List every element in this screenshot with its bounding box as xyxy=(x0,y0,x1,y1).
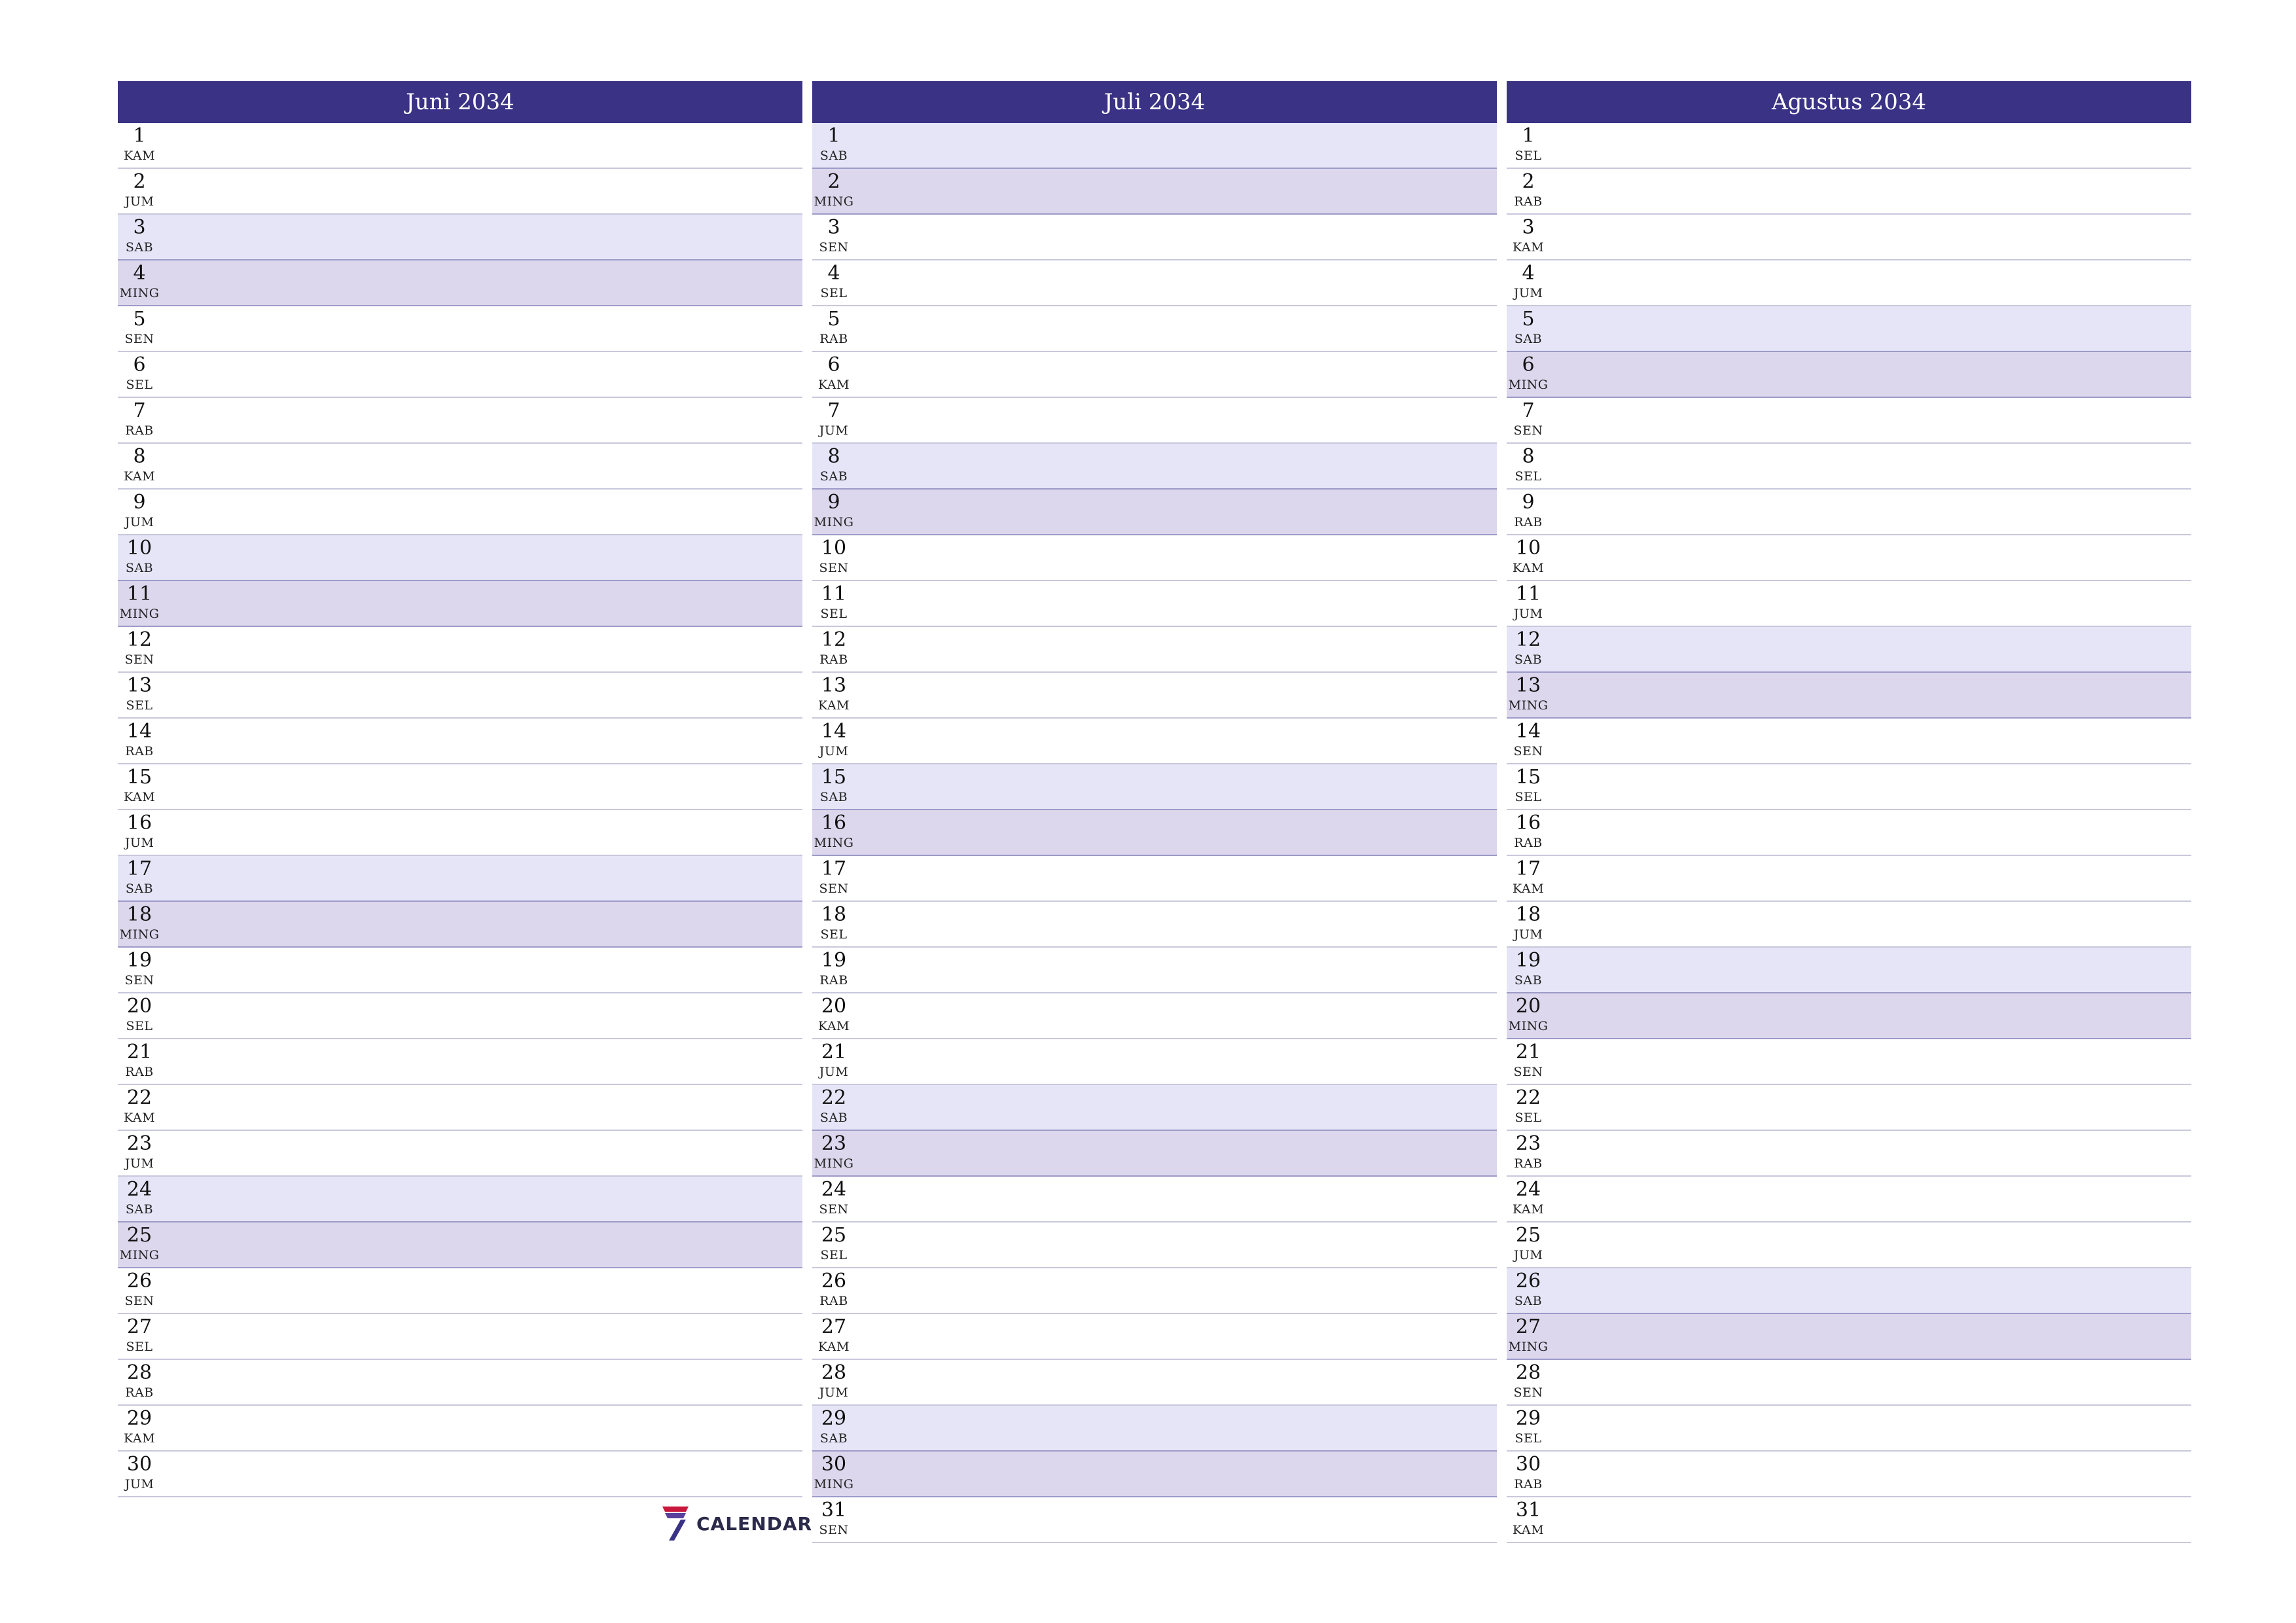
day-number: 27 xyxy=(821,1315,847,1338)
day-name: SAB xyxy=(819,1111,848,1125)
day-name: MING xyxy=(814,836,854,850)
day-row xyxy=(812,260,1497,306)
day-number: 9 xyxy=(133,491,146,514)
day-row xyxy=(1507,1452,2191,1497)
day-name: KAM xyxy=(123,1111,156,1125)
day-number: 6 xyxy=(827,353,840,376)
day-number: 7 xyxy=(133,399,146,422)
day-name: KAM xyxy=(123,790,156,804)
day-number: 5 xyxy=(827,308,840,330)
day-number: 17 xyxy=(126,857,152,880)
day-number: 18 xyxy=(126,903,152,926)
day-row xyxy=(1507,810,2191,856)
day-number: 16 xyxy=(821,812,847,834)
day-number: 14 xyxy=(821,720,847,743)
day-row xyxy=(118,719,802,764)
day-number: 21 xyxy=(821,1041,847,1063)
day-row xyxy=(1507,535,2191,581)
day-number: 12 xyxy=(821,628,847,651)
day-number: 5 xyxy=(133,308,146,330)
day-number: 28 xyxy=(1515,1361,1541,1384)
day-row xyxy=(1507,490,2191,535)
day-name: SAB xyxy=(125,1202,154,1217)
day-name: MING xyxy=(119,927,160,942)
day-row xyxy=(118,627,802,673)
day-number: 30 xyxy=(1515,1453,1541,1476)
day-number: 3 xyxy=(1522,216,1535,239)
day-name: SEL xyxy=(1515,790,1542,804)
day-row xyxy=(1507,260,2191,306)
day-row xyxy=(1507,1360,2191,1406)
day-row xyxy=(812,1360,1497,1406)
day-row xyxy=(1507,1497,2191,1543)
day-row xyxy=(118,764,802,810)
day-name: SAB xyxy=(1514,973,1543,988)
day-row xyxy=(1507,352,2191,398)
day-row xyxy=(1507,948,2191,993)
day-name: MING xyxy=(1508,378,1549,392)
day-row xyxy=(812,1497,1497,1543)
day-row xyxy=(118,444,802,490)
day-number: 29 xyxy=(821,1407,847,1430)
day-name: SEN xyxy=(819,1523,849,1537)
day-name: SEN xyxy=(1513,744,1543,758)
day-row xyxy=(1507,581,2191,627)
day-row xyxy=(1507,627,2191,673)
day-name: SEL xyxy=(1515,1111,1542,1125)
day-number: 22 xyxy=(1515,1086,1541,1109)
day-name: SEN xyxy=(1513,1065,1543,1079)
day-row xyxy=(812,1222,1497,1268)
day-name: RAB xyxy=(125,423,154,438)
day-number: 24 xyxy=(821,1178,847,1201)
day-name: SAB xyxy=(125,561,154,575)
day-row xyxy=(812,719,1497,764)
day-row xyxy=(812,902,1497,948)
day-name: MING xyxy=(119,286,160,300)
day-row xyxy=(118,1452,802,1497)
month-june xyxy=(118,81,802,1497)
day-row xyxy=(118,810,802,856)
day-number: 26 xyxy=(1515,1270,1541,1293)
day-number: 22 xyxy=(126,1086,152,1109)
day-row xyxy=(812,490,1497,535)
day-row xyxy=(812,1039,1497,1085)
day-row xyxy=(118,1268,802,1314)
day-name: SEL xyxy=(820,927,848,942)
day-number: 1 xyxy=(1522,124,1535,147)
day-name: KAM xyxy=(1512,882,1545,896)
day-number: 20 xyxy=(126,995,152,1018)
day-name: SEL xyxy=(1515,469,1542,484)
day-name: SEN xyxy=(124,973,154,988)
day-name: JUM xyxy=(124,194,154,209)
day-name: RAB xyxy=(1514,515,1543,529)
day-name: SEL xyxy=(1515,1431,1542,1446)
day-row xyxy=(1507,306,2191,352)
day-name: SAB xyxy=(125,240,154,255)
day-name: SEN xyxy=(819,882,849,896)
day-name: SEN xyxy=(819,1202,849,1217)
day-row xyxy=(1507,673,2191,719)
day-row xyxy=(118,1131,802,1177)
day-row xyxy=(1507,1039,2191,1085)
day-name: SEL xyxy=(126,1019,153,1033)
day-number: 18 xyxy=(821,903,847,926)
day-name: JUM xyxy=(124,836,154,850)
day-name: RAB xyxy=(1514,1477,1543,1491)
day-row xyxy=(812,1177,1497,1222)
day-number: 29 xyxy=(126,1407,152,1430)
day-row xyxy=(1507,169,2191,215)
day-name: SEL xyxy=(126,698,153,713)
day-list xyxy=(812,123,1497,1543)
day-row xyxy=(1507,719,2191,764)
day-row xyxy=(118,123,802,169)
day-name: RAB xyxy=(125,1385,154,1400)
day-name: RAB xyxy=(819,652,848,667)
day-row xyxy=(812,1268,1497,1314)
month-title: Juni 2034 xyxy=(118,81,802,123)
day-name: KAM xyxy=(817,1019,850,1033)
day-number: 12 xyxy=(1515,628,1541,651)
day-name: KAM xyxy=(1512,561,1545,575)
day-name: MING xyxy=(1508,1340,1549,1354)
day-number: 11 xyxy=(821,582,847,605)
day-row xyxy=(812,627,1497,673)
day-name: RAB xyxy=(1514,836,1543,850)
day-name: KAM xyxy=(1512,240,1545,255)
day-number: 26 xyxy=(126,1270,152,1293)
month-title: Juli 2034 xyxy=(812,81,1497,123)
day-row xyxy=(812,123,1497,169)
day-number: 21 xyxy=(126,1041,152,1063)
day-name: MING xyxy=(814,1477,854,1491)
day-row xyxy=(1507,993,2191,1039)
day-number: 25 xyxy=(126,1224,152,1247)
day-number: 21 xyxy=(1515,1041,1541,1063)
day-name: MING xyxy=(1508,698,1549,713)
day-number: 3 xyxy=(827,216,840,239)
day-number: 15 xyxy=(1515,766,1541,789)
day-name: JUM xyxy=(819,1385,849,1400)
day-name: KAM xyxy=(123,1431,156,1446)
day-number: 9 xyxy=(827,491,840,514)
day-name: JUM xyxy=(1513,607,1543,621)
day-row xyxy=(812,352,1497,398)
day-name: RAB xyxy=(819,1294,848,1308)
day-row xyxy=(1507,856,2191,902)
day-name: MING xyxy=(1508,1019,1549,1033)
day-number: 5 xyxy=(1522,308,1535,330)
day-name: RAB xyxy=(125,744,154,758)
day-number: 1 xyxy=(133,124,146,147)
day-row xyxy=(118,948,802,993)
day-row xyxy=(118,1406,802,1452)
day-row xyxy=(812,673,1497,719)
day-row xyxy=(118,1360,802,1406)
day-number: 9 xyxy=(1522,491,1535,514)
day-name: KAM xyxy=(817,378,850,392)
day-name: KAM xyxy=(817,698,850,713)
day-number: 23 xyxy=(821,1132,847,1155)
day-row xyxy=(118,1177,802,1222)
day-number: 10 xyxy=(821,537,847,560)
day-row xyxy=(1507,1131,2191,1177)
day-number: 13 xyxy=(821,674,847,697)
day-row xyxy=(812,764,1497,810)
day-row xyxy=(812,306,1497,352)
day-row xyxy=(812,215,1497,260)
day-number: 13 xyxy=(1515,674,1541,697)
day-list xyxy=(1507,123,2191,1543)
day-row xyxy=(1507,1314,2191,1360)
day-name: SEL xyxy=(820,286,848,300)
day-row xyxy=(118,856,802,902)
day-row xyxy=(118,673,802,719)
day-name: JUM xyxy=(1513,927,1543,942)
day-number: 1 xyxy=(827,124,840,147)
day-number: 29 xyxy=(1515,1407,1541,1430)
day-name: RAB xyxy=(1514,194,1543,209)
day-row xyxy=(812,1131,1497,1177)
day-name: JUM xyxy=(124,1477,154,1491)
day-number: 15 xyxy=(126,766,152,789)
day-name: JUM xyxy=(819,1065,849,1079)
day-number: 16 xyxy=(126,812,152,834)
day-number: 14 xyxy=(1515,720,1541,743)
day-name: SAB xyxy=(125,882,154,896)
day-name: JUM xyxy=(819,423,849,438)
day-name: RAB xyxy=(125,1065,154,1079)
day-number: 20 xyxy=(821,995,847,1018)
day-row xyxy=(812,581,1497,627)
day-number: 4 xyxy=(827,262,840,285)
day-number: 11 xyxy=(1515,582,1541,605)
day-name: SEN xyxy=(124,652,154,667)
day-row xyxy=(118,215,802,260)
day-number: 2 xyxy=(1522,170,1535,193)
day-row xyxy=(1507,398,2191,444)
day-number: 6 xyxy=(1522,353,1535,376)
day-name: SEL xyxy=(820,607,848,621)
day-list xyxy=(118,123,802,1497)
day-name: RAB xyxy=(819,973,848,988)
day-name: SAB xyxy=(819,1431,848,1446)
day-row xyxy=(118,169,802,215)
day-row xyxy=(812,169,1497,215)
day-number: 19 xyxy=(1515,949,1541,972)
day-row xyxy=(1507,1085,2191,1131)
day-number: 6 xyxy=(133,353,146,376)
day-name: JUM xyxy=(1513,1248,1543,1262)
day-number: 10 xyxy=(1515,537,1541,560)
day-row xyxy=(1507,1406,2191,1452)
day-name: SAB xyxy=(819,469,848,484)
day-row xyxy=(812,856,1497,902)
day-name: SEN xyxy=(1513,1385,1543,1400)
day-row xyxy=(812,1314,1497,1360)
day-row xyxy=(1507,123,2191,169)
day-number: 19 xyxy=(126,949,152,972)
day-number: 30 xyxy=(126,1453,152,1476)
day-number: 8 xyxy=(133,445,146,468)
day-number: 31 xyxy=(1515,1499,1541,1522)
day-number: 15 xyxy=(821,766,847,789)
day-row xyxy=(118,993,802,1039)
day-name: JUM xyxy=(124,1156,154,1171)
day-number: 28 xyxy=(821,1361,847,1384)
day-number: 24 xyxy=(1515,1178,1541,1201)
day-row xyxy=(812,948,1497,993)
day-number: 8 xyxy=(827,445,840,468)
seven-logo-icon xyxy=(661,1505,690,1542)
day-row xyxy=(1507,764,2191,810)
day-name: SEL xyxy=(126,378,153,392)
day-row xyxy=(1507,1177,2191,1222)
day-row xyxy=(118,902,802,948)
day-number: 7 xyxy=(1522,399,1535,422)
day-name: KAM xyxy=(123,149,156,163)
day-name: SEN xyxy=(819,240,849,255)
day-number: 12 xyxy=(126,628,152,651)
day-row xyxy=(1507,444,2191,490)
day-name: MING xyxy=(814,515,854,529)
day-number: 4 xyxy=(1522,262,1535,285)
day-number: 2 xyxy=(133,170,146,193)
day-row xyxy=(118,1314,802,1360)
day-number: 10 xyxy=(126,537,152,560)
day-number: 27 xyxy=(126,1315,152,1338)
day-name: RAB xyxy=(1514,1156,1543,1171)
day-name: KAM xyxy=(123,469,156,484)
day-name: SAB xyxy=(1514,332,1543,346)
day-row xyxy=(812,1452,1497,1497)
day-number: 14 xyxy=(126,720,152,743)
day-number: 22 xyxy=(821,1086,847,1109)
day-name: KAM xyxy=(817,1340,850,1354)
day-row xyxy=(118,535,802,581)
day-number: 17 xyxy=(1515,857,1541,880)
day-name: SEL xyxy=(1515,149,1542,163)
day-number: 4 xyxy=(133,262,146,285)
day-number: 8 xyxy=(1522,445,1535,468)
day-name: MING xyxy=(119,1248,160,1262)
day-name: MING xyxy=(814,1156,854,1171)
day-row xyxy=(118,1085,802,1131)
day-number: 18 xyxy=(1515,903,1541,926)
month-august xyxy=(1507,81,2191,1543)
day-number: 25 xyxy=(1515,1224,1541,1247)
day-name: SEN xyxy=(124,332,154,346)
day-name: JUM xyxy=(1513,286,1543,300)
day-name: SEL xyxy=(820,1248,848,1262)
day-row xyxy=(118,398,802,444)
month-title: Agustus 2034 xyxy=(1507,81,2191,123)
day-name: KAM xyxy=(1512,1523,1545,1537)
day-number: 7 xyxy=(827,399,840,422)
day-name: SAB xyxy=(1514,1294,1543,1308)
day-number: 19 xyxy=(821,949,847,972)
day-number: 11 xyxy=(126,582,152,605)
day-number: 20 xyxy=(1515,995,1541,1018)
day-row xyxy=(118,352,802,398)
day-name: SEN xyxy=(819,561,849,575)
day-row xyxy=(118,260,802,306)
month-july xyxy=(812,81,1497,1543)
day-row xyxy=(1507,902,2191,948)
day-number: 3 xyxy=(133,216,146,239)
day-row xyxy=(1507,215,2191,260)
day-row xyxy=(812,535,1497,581)
day-name: MING xyxy=(814,194,854,209)
day-number: 30 xyxy=(821,1453,847,1476)
day-number: 16 xyxy=(1515,812,1541,834)
day-number: 26 xyxy=(821,1270,847,1293)
day-row xyxy=(812,993,1497,1039)
day-name: KAM xyxy=(1512,1202,1545,1217)
day-name: SEN xyxy=(1513,423,1543,438)
day-name: SEL xyxy=(126,1340,153,1354)
day-row xyxy=(118,306,802,352)
day-row xyxy=(118,1039,802,1085)
day-number: 13 xyxy=(126,674,152,697)
day-number: 27 xyxy=(1515,1315,1541,1338)
logo-text: CALENDAR xyxy=(696,1512,813,1535)
day-row xyxy=(118,1222,802,1268)
day-number: 23 xyxy=(126,1132,152,1155)
day-row xyxy=(812,444,1497,490)
calendar-logo xyxy=(661,1505,812,1542)
day-name: JUM xyxy=(819,744,849,758)
day-name: SAB xyxy=(819,149,848,163)
day-row xyxy=(118,581,802,627)
day-row xyxy=(1507,1222,2191,1268)
day-name: SAB xyxy=(819,790,848,804)
day-row xyxy=(812,1085,1497,1131)
day-number: 2 xyxy=(827,170,840,193)
day-row xyxy=(118,490,802,535)
day-name: MING xyxy=(119,607,160,621)
day-name: JUM xyxy=(124,515,154,529)
day-number: 17 xyxy=(821,857,847,880)
day-row xyxy=(812,398,1497,444)
day-name: SAB xyxy=(1514,652,1543,667)
day-row xyxy=(812,1406,1497,1452)
day-number: 28 xyxy=(126,1361,152,1384)
day-row xyxy=(1507,1268,2191,1314)
day-number: 25 xyxy=(821,1224,847,1247)
day-number: 31 xyxy=(821,1499,847,1522)
day-number: 24 xyxy=(126,1178,152,1201)
day-number: 23 xyxy=(1515,1132,1541,1155)
day-name: RAB xyxy=(819,332,848,346)
day-name: SEN xyxy=(124,1294,154,1308)
day-row xyxy=(812,810,1497,856)
